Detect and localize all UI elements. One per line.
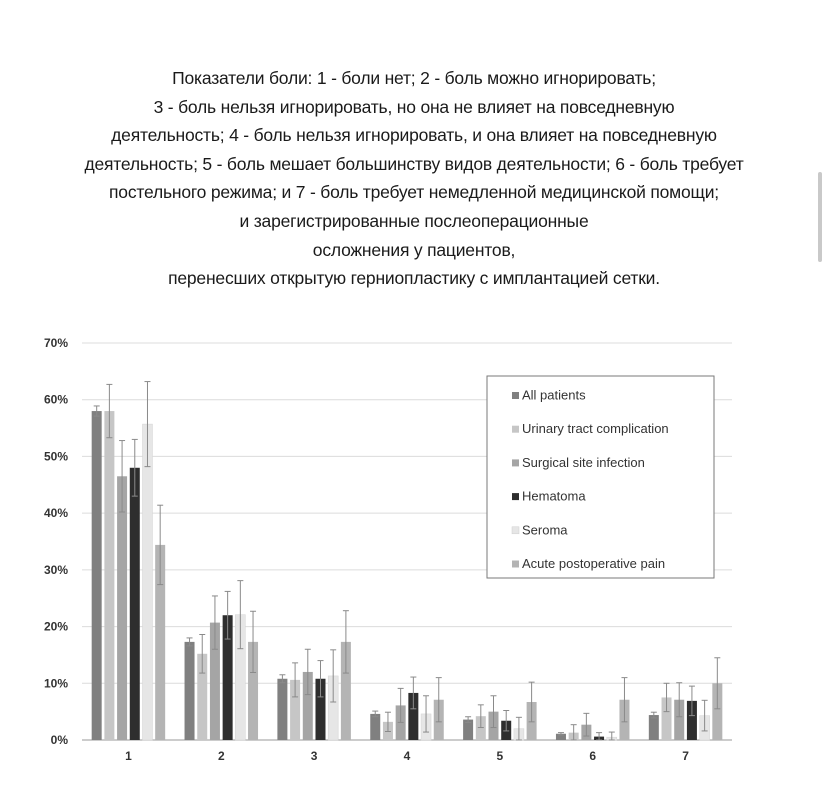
legend-label: Acute postoperative pain [522,556,666,571]
bar [370,714,380,740]
legend-swatch [512,493,519,500]
bar [117,476,127,740]
scrollbar[interactable] [818,172,822,262]
y-tick-label: 70% [43,336,68,350]
y-tick-label: 40% [43,506,68,521]
y-tick-label: 20% [43,619,68,634]
y-tick-label: 60% [43,392,68,407]
x-tick-label: 2 [217,749,225,763]
legend-swatch [512,392,519,399]
bar [277,679,287,740]
bar [130,468,140,740]
x-tick-label: 1 [125,749,132,763]
bar [142,424,152,740]
caption-line: постельного режима; и 7 - боль требует немедленной медицинской помощи; [109,182,719,203]
bar [104,411,114,740]
bar [649,715,659,740]
y-tick-label: 0% [50,733,68,747]
caption-line: Показатели боли: 1 - боли нет; 2 - боль можно игнорировать; [172,68,656,88]
x-tick-label: 3 [310,749,318,763]
bar [185,642,195,740]
legend-label: Urinary tract complication [522,421,669,437]
caption-line: и зарегистрированные послеоперационные [239,210,589,231]
caption-line: деятельность; 4 - боль нельзя игнорировать, и она влияет на повседневную [111,125,717,146]
caption-line: деятельность; 5 - боль мешает большинству видов деятельности; 6 - боль требует [84,153,744,174]
x-tick-label: 6 [589,749,597,763]
legend-swatch [512,527,519,534]
caption-line: осложнения у пациентов, [312,239,516,260]
y-tick-label: 30% [43,562,68,577]
caption-line: 3 - боль нельзя игнорировать, но она не влияет на повседневную [153,96,675,117]
bar [92,411,102,740]
caption-line: перенесших открытую герниопластику с имплантацией сетки. [168,268,660,289]
legend-swatch [512,561,519,568]
legend-label: Surgical site infection [522,454,645,470]
legend-swatch [512,459,519,466]
legend-swatch [512,426,519,433]
x-tick-label: 4 [403,749,411,763]
legend-box [487,376,714,578]
x-tick-label: 7 [682,749,689,763]
legend-label: Hematoma [522,488,586,504]
legend-label: Seroma [522,522,568,538]
y-tick-label: 10% [43,676,68,691]
y-tick-label: 50% [43,449,68,464]
x-tick-label: 5 [496,749,504,763]
legend-label: All patients [522,387,586,403]
